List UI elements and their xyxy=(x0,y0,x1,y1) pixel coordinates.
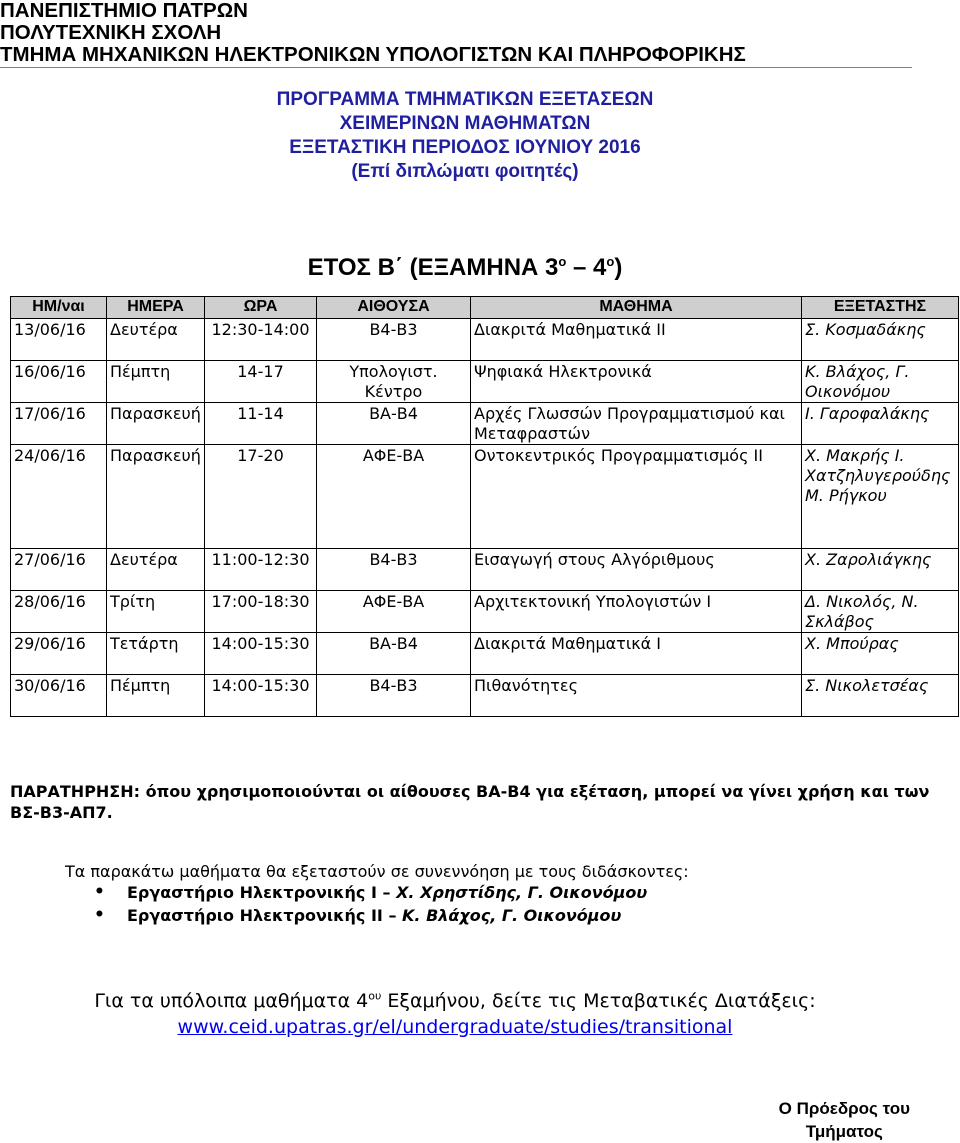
program-title xyxy=(0,88,930,184)
cell-room: ΑΦΕ-ΒΑ xyxy=(317,445,471,549)
table-row xyxy=(11,361,959,403)
cell-time: 11:00-12:30 xyxy=(205,549,317,591)
program-line-3: ΕΞΕΤΑΣΤΙΚΗ ΠΕΡΙΟΔΟΣ ΙΟΥΝΙΟΥ 2016 xyxy=(289,137,641,158)
program-line-1: ΠΡΟΓΡΑΜΜΑ ΤΜΗΜΑΤΙΚΩΝ ΕΞΕΤΑΣΕΩΝ xyxy=(276,89,654,110)
cell-day: Πέμπτη xyxy=(107,361,205,403)
table-row xyxy=(11,319,959,361)
signature-line-2: Τμήματος xyxy=(805,1122,883,1141)
cell-room: Β4-Β3 xyxy=(317,675,471,717)
program-line-4: (Επί διπλώματι φοιτητές) xyxy=(351,161,579,182)
column-header-time: ΩΡΑ xyxy=(205,297,317,319)
list-item xyxy=(85,904,647,927)
university-name: ΠΑΝΕΠΙΣΤΗΜΙΟ ΠΑΤΡΩΝ xyxy=(0,0,248,22)
lab-instructors: Κ. Βλάχος, Γ. Οικονόμου xyxy=(402,906,622,925)
cell-time: 11-14 xyxy=(205,403,317,445)
cell-room: Υπολογιστ. Κέντρο xyxy=(317,361,471,403)
remaining-courses-note xyxy=(0,988,910,1040)
column-header-course: ΜΑΘΗΜΑ xyxy=(471,297,802,319)
cell-date: 30/06/16 xyxy=(11,675,107,717)
list-item xyxy=(85,881,647,904)
year-heading xyxy=(0,254,930,282)
remaining-text-before: Για τα υπόλοιπα μαθήματα 4 xyxy=(94,990,369,1012)
cell-course: Εισαγωγή στους Αλγόριθμους xyxy=(471,549,802,591)
year-heading-middle: – 4 xyxy=(573,254,607,281)
cell-examiner: Σ. Νικολετσέας xyxy=(802,675,959,717)
cell-course: Αρχές Γλωσσών Προγραμματισμού και Μεταφραστών xyxy=(471,403,802,445)
lab-course: Εργαστήριο Ηλεκτρονικής ΙΙ – xyxy=(127,906,403,925)
cell-day: Παρασκευή xyxy=(107,445,205,549)
table-row xyxy=(11,633,959,675)
department-name: ΤΜΗΜΑ ΜΗΧΑΝΙΚΩΝ ΗΛΕΚΤΡΟΝΙΚΩΝ ΥΠΟΛΟΓΙΣΤΩΝ ΚΑΙ ΠΛΗΡΟΦΟΡΙΚΗΣ xyxy=(0,43,746,66)
cell-time: 17:00-18:30 xyxy=(205,591,317,633)
cell-room: ΑΦΕ-ΒΑ xyxy=(317,591,471,633)
cell-date: 16/06/16 xyxy=(11,361,107,403)
table-row xyxy=(11,549,959,591)
column-header-room: ΑΙΘΟΥΣΑ xyxy=(317,297,471,319)
cell-day: Δευτέρα xyxy=(107,549,205,591)
cell-time: 12:30-14:00 xyxy=(205,319,317,361)
remark-note: ΠΑΡΑΤΗΡΗΣΗ: όπου χρησιμοποιούνται οι αίθουσες ΒΑ-Β4 για εξέταση, μπορεί να γίνει χρήση και των ΒΣ-Β3-ΑΠ7. xyxy=(10,782,930,822)
lab-instructors: Χ. Χρηστίδης, Γ. Οικονόμου xyxy=(396,883,648,902)
cell-examiner: Ι. Γαροφαλάκης xyxy=(802,403,959,445)
cell-time: 14:00-15:30 xyxy=(205,675,317,717)
cell-date: 27/06/16 xyxy=(11,549,107,591)
cell-room: ΒΑ-Β4 xyxy=(317,633,471,675)
labs-list xyxy=(85,881,647,927)
cell-examiner: Χ. Ζαρολιάγκης xyxy=(802,549,959,591)
table-row xyxy=(11,403,959,445)
table-row xyxy=(11,591,959,633)
cell-date: 17/06/16 xyxy=(11,403,107,445)
cell-course: Οντοκεντρικός Προγραμματισμός ΙΙ xyxy=(471,445,802,549)
cell-course: Διακριτά Μαθηματικά ΙΙ xyxy=(471,319,802,361)
transitional-provisions-link[interactable]: www.ceid.upatras.gr/el/undergraduate/studies/transitional xyxy=(177,1016,733,1038)
school-name: ΠΟΛΥΤΕΧΝΙΚΗ ΣΧΟΛΗ xyxy=(0,21,222,44)
year-sup-1: ο xyxy=(558,254,567,269)
signature-line-1: Ο Πρόεδρος του xyxy=(778,1099,910,1118)
cell-room: Β4-Β3 xyxy=(317,549,471,591)
cell-date: 28/06/16 xyxy=(11,591,107,633)
table-row xyxy=(11,445,959,549)
exam-schedule-table xyxy=(10,296,959,717)
cell-time: 14:00-15:30 xyxy=(205,633,317,675)
cell-course: Ψηφιακά Ηλεκτρονικά xyxy=(471,361,802,403)
cell-course: Διακριτά Μαθηματικά Ι xyxy=(471,633,802,675)
lab-course: Εργαστήριο Ηλεκτρονικής Ι – xyxy=(127,883,397,902)
program-line-2: ΧΕΙΜΕΡΙΝΩΝ ΜΑΘΗΜΑΤΩΝ xyxy=(339,113,591,134)
labs-intro: Τα παρακάτω μαθήματα θα εξεταστούν σε συνεννόηση με τους διδάσκοντες: xyxy=(65,862,689,881)
cell-room: ΒΑ-Β4 xyxy=(317,403,471,445)
cell-day: Παρασκευή xyxy=(107,403,205,445)
cell-examiner: Χ. Μακρής Ι. Χατζηλυγερούδης Μ. Ρήγκου xyxy=(802,445,959,549)
table-header-row xyxy=(11,297,959,319)
remaining-sup: ου xyxy=(368,989,382,1003)
cell-examiner: Δ. Νικολός, Ν. Σκλάβος xyxy=(802,591,959,633)
cell-course: Αρχιτεκτονική Υπολογιστών Ι xyxy=(471,591,802,633)
cell-day: Πέμπτη xyxy=(107,675,205,717)
cell-course: Πιθανότητες xyxy=(471,675,802,717)
header-divider xyxy=(0,67,912,68)
cell-day: Τετάρτη xyxy=(107,633,205,675)
column-header-date: ΗΜ/ναι xyxy=(11,297,107,319)
cell-date: 13/06/16 xyxy=(11,319,107,361)
column-header-examiner: ΕΞΕΤΑΣΤΗΣ xyxy=(802,297,959,319)
cell-time: 14-17 xyxy=(205,361,317,403)
cell-examiner: Κ. Βλάχος, Γ. Οικονόμου xyxy=(802,361,959,403)
year-sup-2: ο xyxy=(606,254,615,269)
cell-date: 29/06/16 xyxy=(11,633,107,675)
cell-day: Τρίτη xyxy=(107,591,205,633)
year-heading-suffix: ) xyxy=(614,254,623,281)
cell-examiner: Χ. Μπούρας xyxy=(802,633,959,675)
remaining-text-after: Εξαμήνου, δείτε τις Μεταβατικές Διατάξεις: xyxy=(381,990,816,1012)
document-header xyxy=(0,0,930,66)
cell-room: Β4-Β3 xyxy=(317,319,471,361)
cell-examiner: Σ. Κοσμαδάκης xyxy=(802,319,959,361)
cell-time: 17-20 xyxy=(205,445,317,549)
column-header-day: ΗΜΕΡΑ xyxy=(107,297,205,319)
cell-date: 24/06/16 xyxy=(11,445,107,549)
cell-day: Δευτέρα xyxy=(107,319,205,361)
year-heading-prefix: ΕΤΟΣ Β΄ (ΕΞΑΜΗΝΑ 3 xyxy=(307,254,559,281)
signature-block xyxy=(779,1097,910,1143)
table-row xyxy=(11,675,959,717)
